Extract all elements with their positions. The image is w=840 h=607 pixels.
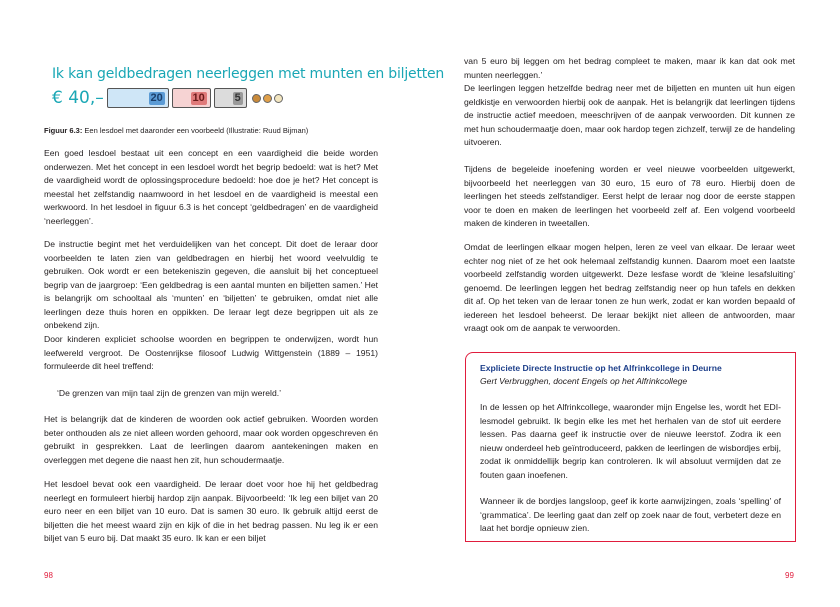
figure-caption-label: Figuur 6.3: xyxy=(44,126,83,135)
body-paragraph: Het lesdoel bevat ook een vaardigheid. De leraar doet voor hoe hij het geldbedrag neerlegt en formuleert hierbij hardop zijn aanpak. Bijvoorbeeld: ‘Ik leg een biljet van 20 euro neer en een biljet van 10 euro. Dat is samen 30 euro. Ik gebruik altijd eerst de biljetten die het meest waard zijn en kijk of die in het bedrag passen. Nu leg ik er een biljet van 5 euro bij. Dat maakt 35 euro. Ik kan er een biljet xyxy=(44,479,378,543)
case-study-box xyxy=(465,352,796,542)
box-subtitle: Gert Verbrugghen, docent Engels op het Alfrinkcollege xyxy=(480,376,688,386)
money-illustration xyxy=(52,86,283,110)
bill-10-label: 10 xyxy=(192,91,205,104)
body-paragraph: Het is belangrijk dat de kinderen de woorden ook actief gebruiken. Woorden worden beter onthouden als ze niet alleen worden gehoord, maar ook worden opgeschreven én gebruikt in gesprekken. Laat de leerlingen daarom aantekeningen maken en overleggen met degene die naast hen zit, hun schoudermaatje. xyxy=(44,414,378,465)
box-paragraph: Wanneer ik de bordjes langsloop, geef ik korte aanwijzingen, zoals ‘spelling’ of ‘grammatica’. De leerling gaat dan zelf op zoek naar de fout, verbetert deze en laat het bordje opnieuw zien. xyxy=(480,496,781,533)
box-title: Expliciete Directe Instructie op het Alfrinkcollege in Deurne xyxy=(480,363,722,373)
coin-icon xyxy=(274,94,283,103)
amount-label: € 40,– xyxy=(52,88,104,108)
box-paragraph: In de lessen op het Alfrinkcollege, waaronder mijn Engelse les, wordt het EDI-lesmodel gebruikt. Ik begin elke les met het herhalen van de stof uit eerdere lessen. Pas daarna geef ik instructie over de nieuwe leerstof. Zodra ik een nieuw onderdeel heb geïntroduceerd, pakken de leerlingen de wisbordjes erbij, zodat ik onmiddellijk begrip kan controleren. Ik wil absoluut vermijden dat ze fouten gaan inoefenen. xyxy=(480,402,781,480)
bill-5-label: 5 xyxy=(234,91,241,104)
body-paragraph: De instructie begint met het verduidelijken van het concept. Dit doet de leraar door voorbeelden te laten zien van geldbedragen en hierbij het woord veelvuldig te gebruiken. Ook wordt er een betekeniszin gegeven, die aansluit bij het conceptueel begrip van de jaargroep: ‘Een geldbedrag is een aantal munten en biljetten samen.’ Het is belangrijk om schooltaal als ‘munten’ en ‘biljetten’ te gebruiken, omdat niet alle leerlingen deze thuis horen en oppikken. De leraar legt deze begrippen uit als ze onbekend zijn. xyxy=(44,239,378,330)
body-paragraph: De leerlingen leggen hetzelfde bedrag neer met de biljetten en munten uit hun eigen geldkistje en verwoorden hierbij ook de aanpak. Het is belangrijk dat leerlingen tijdens de instructie actief meedoen, meeschrijven of de aanpak verwoorden. Dit kunnen ze met hun schoudermaatje doen, maar ook hardop tegen zichzelf, terwijl ze de handeling uitvoeren. xyxy=(464,83,795,147)
bill-10-image xyxy=(172,88,211,108)
body-paragraph: Tijdens de begeleide inoefening worden er veel nieuwe voorbeelden uitgewerkt, bijvoorbeeld het neerleggen van 30 euro, 15 euro of 78 euro. Hierbij doen de leerlingen het steeds zelfstandiger. Eerst helpt de leraar nog door de eerste stappen voor te doen en maken de leerlingen het voorbeeld zelf af. Een volgend voorbeeld maken de kinderen in tweetallen. xyxy=(464,164,795,228)
body-paragraph: Een goed lesdoel bestaat uit een concept en een vaardigheid die beide worden onderwezen. Met het concept in een lesdoel wordt het begrip bedoeld: wat is het? Met de vaardigheid wordt de oplossingsprocedure bedoeld: hoe doe je het? Het concept is meestal het zelfstandig naamwoord in het lesdoel en de vaardigheid is meestal een werkwoord. In het lesdoel in figuur 6.3 is het concept ‘geldbedragen’ en de vaardigheid ‘neerleggen’. xyxy=(44,148,378,226)
coin-icon xyxy=(263,94,272,103)
figure-caption-text: Een lesdoel met daaronder een voorbeeld (Illustratie: Ruud Bijman) xyxy=(82,126,309,135)
coin-icon xyxy=(252,94,261,103)
wittgenstein-quote: ‘De grenzen van mijn taal zijn de grenzen van mijn wereld.’ xyxy=(57,388,282,398)
bill-20-label: 20 xyxy=(150,91,163,104)
figure-caption xyxy=(44,126,384,136)
page-number-right: 99 xyxy=(785,571,794,580)
bill-5-image xyxy=(214,88,247,108)
body-paragraph: Omdat de leerlingen elkaar mogen helpen, leren ze veel van elkaar. De leraar weet echter nog niet of ze het ook helemaal zelfstandig kunnen. Daarom moet een laatste voorbeeld zelfstandig worden uitgewerkt. Deze lesfase wordt de ‘kleine lesafsluiting’ genoemd. De leerlingen leggen het bedrag zelfstandig neer op hun tafels en dekken dit af. Op het teken van de leraar tonen ze hun werk, zodat er kan worden bepaald of iedereen het lesdoel beheerst. De leraar bekijkt niet alleen de antwoorden, maar vraagt ook om de aanpak te verwoorden. xyxy=(464,242,795,333)
page-number-left: 98 xyxy=(44,571,53,580)
body-paragraph: Door kinderen expliciet schoolse woorden en begrippen te onderwijzen, wordt hun leefwereld vergroot. De Oostenrijkse filosoof Ludwig Wittgenstein (1889 – 1951) formuleerde dit heel treffend: xyxy=(44,334,378,371)
lesson-goal-handwritten: Ik kan geldbedragen neerleggen met munten en biljetten xyxy=(52,66,445,82)
body-paragraph: van 5 euro bij leggen om het bedrag compleet te maken, maar ik kan dat ook met munten neerleggen.’ xyxy=(464,56,795,80)
bill-20-image xyxy=(107,88,169,108)
